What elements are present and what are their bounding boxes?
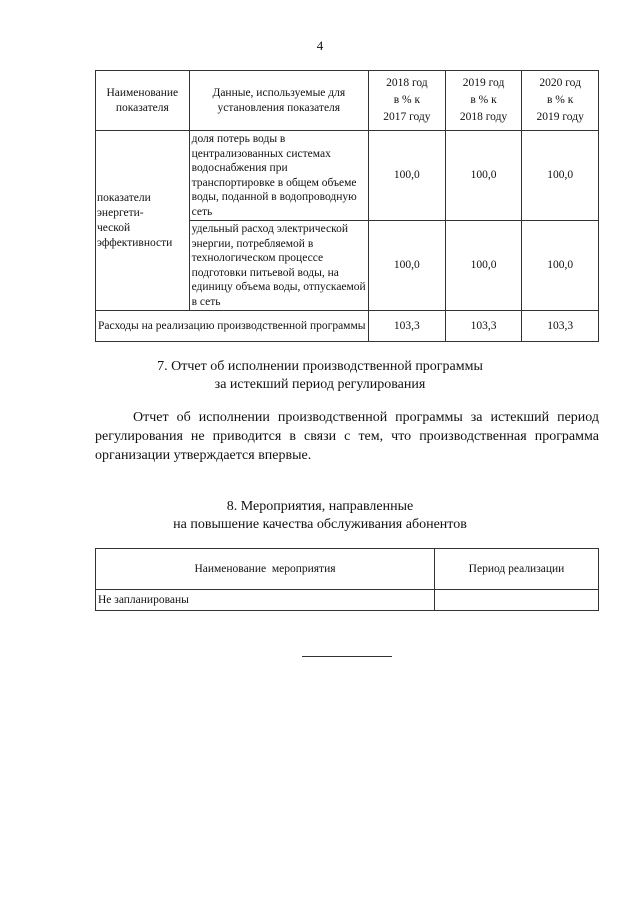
value-cell: 103,3 — [369, 311, 446, 342]
value-cell: 100,0 — [445, 131, 522, 221]
section-7-paragraph: Отчет об исполнении производственной программы за истекший период регулирования не приводится в связи с тем, что производственная программа организации утверждается впервые. — [95, 410, 599, 463]
value-cell: 100,0 — [369, 131, 446, 221]
section-7-title — [0, 358, 640, 394]
group-label-energy-efficiency: показатели энергети- ческой эффективности — [96, 131, 190, 311]
header-data-used: Данные, используемые для установления показателя — [189, 71, 368, 131]
header-implementation-period: Период реализации — [435, 549, 599, 590]
section-8-title — [0, 498, 640, 534]
measure-name-cell: Не запланированы — [96, 590, 435, 611]
section-7-title-line-1: 7. Отчет об исполнении производственной программы — [157, 359, 483, 374]
section-8-title-line-2: на повышение качества обслуживания абонентов — [173, 517, 467, 532]
end-divider-line — [302, 656, 392, 657]
header-year-2020: 2020 год в % к 2019 году — [522, 71, 599, 131]
value-cell: 100,0 — [369, 221, 446, 311]
value-cell: 100,0 — [445, 221, 522, 311]
table-row — [96, 131, 599, 221]
row-description: удельный расход электрической энергии, потребляемой в технологическом процессе подготовки питьевой воды, на единицу объема воды, отпускаемой в сеть — [189, 221, 368, 311]
table-header-row — [96, 549, 599, 590]
value-cell: 103,3 — [522, 311, 599, 342]
section-8-title-line-1: 8. Мероприятия, направленные — [226, 499, 414, 514]
header-indicator-name: Наименование показателя — [96, 71, 190, 131]
table-header-row — [96, 71, 599, 131]
value-cell: 100,0 — [522, 131, 599, 221]
value-cell: 103,3 — [445, 311, 522, 342]
header-measure-name: Наименование мероприятия — [96, 549, 435, 590]
page-number: 4 — [316, 38, 324, 53]
energy-efficiency-table — [95, 70, 599, 342]
measures-table — [95, 548, 599, 611]
row-description: доля потерь воды в централизованных системах водоснабжения при транспортировке в общем объеме воды, поданной в водопроводную сеть — [189, 131, 368, 221]
table-row-expense — [96, 311, 599, 342]
header-year-2018: 2018 год в % к 2017 году — [369, 71, 446, 131]
header-year-2019: 2019 год в % к 2018 году — [445, 71, 522, 131]
expense-label: Расходы на реализацию производственной программы — [96, 311, 369, 342]
section-7-title-line-2: за истекший период регулирования — [214, 377, 426, 392]
value-cell: 100,0 — [522, 221, 599, 311]
table-row — [96, 590, 599, 611]
implementation-period-cell — [435, 590, 599, 611]
